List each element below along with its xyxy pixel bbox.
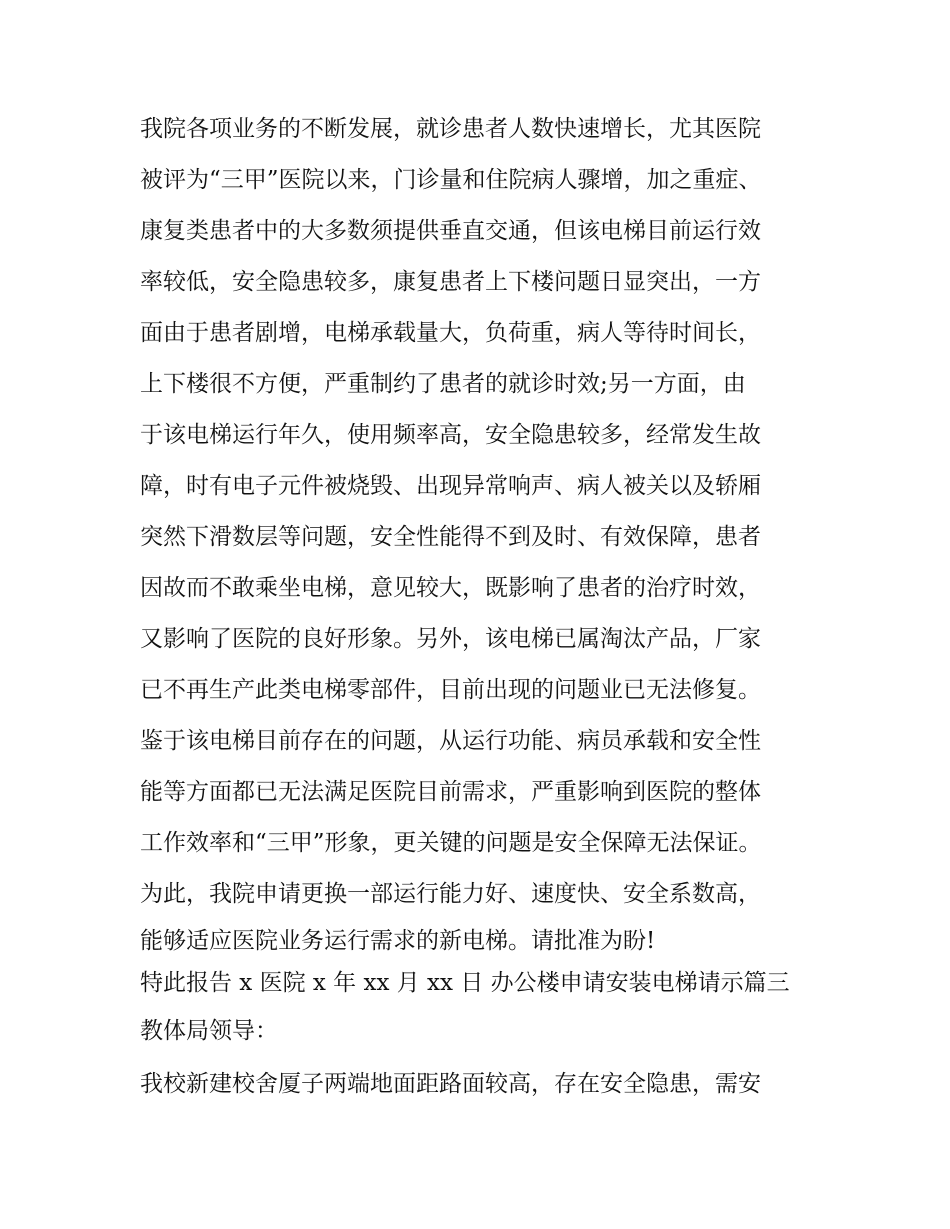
paragraph-line: 障，时有电子元件被烧毁、出现异常响声、病人被关以及轿厢 <box>140 473 761 499</box>
paragraph-line: 能够适应医院业务运行需求的新电梯。请批准为盼! <box>140 928 656 954</box>
paragraph-line: 面由于患者剧增，电梯承载量大，负荷重，病人等待时间长， <box>140 320 761 346</box>
paragraph-line: 已不再生产此类电梯零部件，目前出现的问题业已无法修复。 <box>140 677 761 703</box>
paragraph-line: 为此，我院申请更换一部运行能力好、速度快、安全系数高， <box>140 881 761 907</box>
paragraph-line: 康复类患者中的大多数须提供垂直交通，但该电梯目前运行效 <box>140 218 761 244</box>
paragraph-line: 能等方面都已无法满足医院目前需求，严重影响到医院的整体 <box>140 779 761 805</box>
paragraph-line: 工作效率和“三甲”形象，更关键的问题是安全保障无法保证。 <box>140 830 762 856</box>
paragraph-line: 突然下滑数层等问题，安全性能得不到及时、有效保障，患者 <box>140 524 761 550</box>
paragraph-line: 又影响了医院的良好形象。另外，该电梯已属淘汰产品，厂家 <box>140 626 761 652</box>
report-signoff-line: 特此报告 x 医院 x 年 xx 月 xx 日 办公楼申请安装电梯请示篇三 <box>140 970 790 996</box>
paragraph-line: 因故而不敢乘坐电梯，意见较大，既影响了患者的治疗时效， <box>140 575 761 601</box>
salutation-line: 教体局领导： <box>140 1018 278 1044</box>
paragraph-line: 上下楼很不方便，严重制约了患者的就诊时效;另一方面，由 <box>140 371 746 397</box>
paragraph-line: 鉴于该电梯目前存在的问题，从运行功能、病员承载和安全性 <box>140 728 761 754</box>
paragraph-line: 我院各项业务的不断发展，就诊患者人数快速增长，尤其医院 <box>140 116 761 142</box>
document-body <box>140 104 820 1110</box>
paragraph-line: 率较低，安全隐患较多，康复患者上下楼问题日显突出，一方 <box>140 269 761 295</box>
paragraph-line: 被评为“三甲”医院以来，门诊量和住院病人骤增，加之重症、 <box>140 167 762 193</box>
paragraph-line: 我校新建校舍厦子两端地面距路面较高，存在安全隐患，需安 <box>140 1071 761 1097</box>
paragraph-line: 于该电梯运行年久，使用频率高，安全隐患较多，经常发生故 <box>140 422 761 448</box>
